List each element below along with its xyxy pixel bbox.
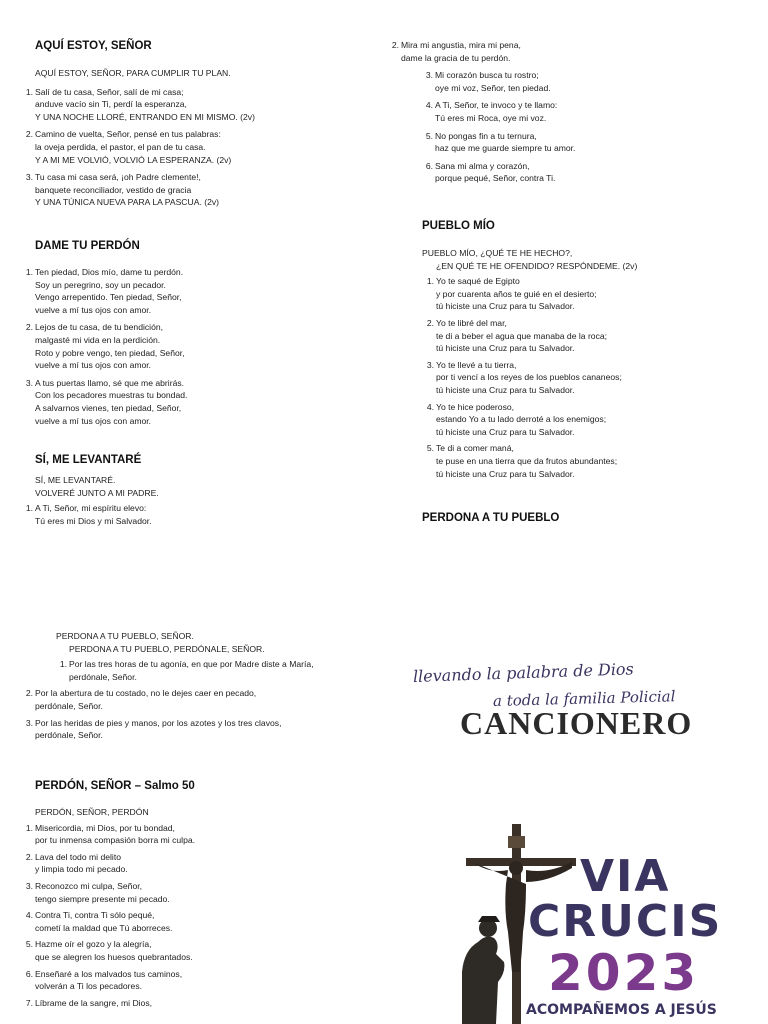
chorus-line: VOLVERÉ JUNTO A MI PADRE. bbox=[35, 487, 159, 498]
verse-number: 2. bbox=[25, 851, 33, 862]
verse-line: Yo te libré del mar, bbox=[436, 317, 507, 328]
chorus bbox=[35, 474, 365, 499]
verse bbox=[425, 99, 741, 124]
verse bbox=[25, 377, 365, 427]
verse-number: 3. bbox=[25, 377, 33, 388]
verse-line: tú hiciste una Cruz para tu Salvador. bbox=[436, 426, 575, 437]
verse-line: malgasté mi vida en la perdición. bbox=[35, 334, 161, 345]
verse-number: 7. bbox=[25, 997, 33, 1008]
verse-line: A Ti, Señor, te invoco y te llamo: bbox=[435, 100, 558, 111]
verse-line: Mira mi angustia, mira mi pena, bbox=[401, 40, 521, 50]
verse-number: 5. bbox=[426, 443, 434, 454]
verse bbox=[25, 997, 365, 1010]
verse bbox=[25, 321, 365, 371]
verse-line: Por las heridas de pies y manos, por los azotes y los tres clavos, bbox=[35, 717, 282, 728]
verse-number: 3. bbox=[426, 359, 434, 370]
verse bbox=[25, 717, 376, 742]
chorus bbox=[422, 247, 752, 272]
verse-number: 3. bbox=[25, 880, 33, 891]
verse bbox=[426, 401, 752, 439]
verse-number: 1. bbox=[426, 276, 434, 287]
song-si-me-levantare-continued bbox=[391, 39, 741, 185]
song-title: PERDÓN, SEÑOR – Salmo 50 bbox=[35, 780, 195, 792]
verse-line: Lava del todo mi delito bbox=[35, 851, 121, 862]
verse-number: 3. bbox=[25, 717, 33, 728]
song-si-me-levantare bbox=[25, 454, 365, 527]
verse bbox=[426, 275, 752, 313]
chorus-line: PUEBLO MÍO, ¿QUÉ TE HE HECHO?, bbox=[422, 248, 573, 258]
verse-line: perdónale, Señor. bbox=[69, 671, 137, 682]
verse-number: 1. bbox=[25, 503, 33, 514]
verse-number: 6. bbox=[425, 160, 433, 171]
cover-tagline: ACOMPAÑEMOS A JESÚS bbox=[526, 1002, 717, 1018]
verse-line: te puse en una tierra que da frutos abundantes; bbox=[436, 455, 618, 466]
chorus-line: PERDÓN, SEÑOR, PERDÓN bbox=[35, 807, 149, 817]
verse-line: porque pequé, Señor, contra Ti. bbox=[435, 173, 556, 184]
song-title: AQUÍ ESTOY, SEÑOR bbox=[35, 40, 152, 52]
verse bbox=[25, 86, 365, 124]
verse-number: 2. bbox=[25, 129, 33, 140]
song-pueblo-mio bbox=[422, 220, 752, 480]
verse bbox=[426, 442, 752, 480]
chorus-line: PERDONA A TU PUEBLO, SEÑOR. bbox=[56, 631, 194, 641]
verse bbox=[25, 171, 365, 209]
chorus bbox=[56, 630, 376, 655]
chorus bbox=[35, 67, 365, 80]
verse-line: Por la abertura de tu costado, no le dejes caer en pecado, bbox=[35, 688, 257, 699]
verse-number: 4. bbox=[426, 401, 434, 412]
song-perdona-a-tu-pueblo-heading bbox=[422, 512, 559, 524]
verse-line: Vengo arrepentido. Ten piedad, Señor, bbox=[35, 292, 182, 303]
verse-line: vuelve a mí tus ojos con amor. bbox=[35, 415, 152, 426]
verse-line: Yo te saqué de Egipto bbox=[436, 276, 520, 287]
verse-line: Y UNA NOCHE LLORÉ, ENTRANDO EN MI MISMO. (2v) bbox=[35, 111, 255, 122]
verse bbox=[25, 502, 365, 527]
verse-number: 2. bbox=[426, 317, 434, 328]
verse-line: por tu inmensa compasión borra mi culpa. bbox=[35, 835, 196, 846]
verse bbox=[425, 130, 741, 155]
verse-line: banquete reconciliador, vestido de gracia bbox=[35, 184, 192, 195]
verse-line: cometí la maldad que Tú aborreces. bbox=[35, 922, 173, 933]
chorus-line: AQUÍ ESTOY, SEÑOR, PARA CUMPLIR TU PLAN. bbox=[35, 68, 231, 78]
verse-line: perdónale, Señor. bbox=[35, 730, 103, 741]
verse bbox=[391, 39, 741, 64]
verse-line: Tú eres mi Dios y mi Salvador. bbox=[35, 515, 152, 526]
chorus-line: ¿EN QUÉ TE HE OFENDIDO? RESPÓNDEME. (2v) bbox=[436, 260, 638, 271]
figure-cap bbox=[478, 916, 500, 922]
song-title: DAME TU PERDÓN bbox=[35, 240, 140, 252]
verse-number: 5. bbox=[425, 130, 433, 141]
verse bbox=[59, 658, 376, 683]
verse-line: Yo te llevé a tu tierra, bbox=[436, 359, 517, 370]
verse-line: y limpia todo mi pecado. bbox=[35, 864, 128, 875]
verse-line: tú hiciste una Cruz para tu Salvador. bbox=[436, 468, 575, 479]
verse-line: Misericordia, mi Dios, por tu bondad, bbox=[35, 822, 175, 833]
verse-line: Mi corazón busca tu rostro; bbox=[435, 70, 539, 81]
verse-line: la oveja perdida, el pastor, el pan de tu casa. bbox=[35, 141, 206, 152]
verse bbox=[425, 160, 741, 185]
chorus bbox=[35, 806, 365, 819]
verse-line: volverán a Ti los pecadores. bbox=[35, 981, 143, 992]
chorus-line: SÍ, ME LEVANTARÉ. bbox=[35, 475, 116, 485]
verse-line: Te di a comer maná, bbox=[436, 443, 514, 454]
cover-script-line-1: llevando la palabra de Dios bbox=[412, 659, 635, 686]
verse-line: Hazme oír el gozo y la alegría, bbox=[35, 939, 152, 950]
verse-number: 1. bbox=[25, 86, 33, 97]
verse bbox=[25, 851, 365, 876]
verse-number: 1. bbox=[59, 659, 67, 670]
verse-line: Lejos de tu casa, de tu bendición, bbox=[35, 322, 164, 333]
verse-line: A salvarnos vienes, ten piedad, Señor, bbox=[35, 402, 182, 413]
verse-line: Líbrame de la sangre, mi Dios, bbox=[35, 997, 153, 1008]
song-title: PERDONA A TU PUEBLO bbox=[422, 512, 560, 524]
verse-line: Ten piedad, Dios mío, dame tu perdón. bbox=[35, 267, 184, 277]
verse-line: Tu casa mi casa será, ¡oh Padre clemente!, bbox=[35, 172, 201, 183]
verse-number: 6. bbox=[25, 968, 33, 979]
verse-number: 4. bbox=[425, 100, 433, 111]
verse-line: Sana mi alma y corazón, bbox=[435, 160, 530, 171]
verse-number: 5. bbox=[25, 939, 33, 950]
cover-script-line-2: a toda la familia Policial bbox=[492, 687, 676, 710]
verse bbox=[25, 266, 365, 316]
verse-number: 1. bbox=[25, 267, 33, 277]
verse-line: A tus puertas llamo, sé que me abrirás. bbox=[35, 377, 185, 388]
verse-line: vuelve a mí tus ojos con amor. bbox=[35, 304, 152, 315]
inri-plaque bbox=[508, 836, 525, 848]
verse-line: te di a beber el agua que manaba de la roca; bbox=[436, 330, 608, 341]
verse-line: Yo te hice poderoso, bbox=[436, 401, 515, 412]
verse-number: 2. bbox=[25, 322, 33, 333]
verse-line: dame la gracia de tu perdón. bbox=[401, 52, 511, 63]
song-aqui-estoy bbox=[25, 40, 365, 209]
verse bbox=[25, 968, 365, 993]
cover-crucis: CRUCIS bbox=[528, 896, 723, 947]
verse-line: que se alegren los huesos quebrantados. bbox=[35, 951, 193, 962]
song-perdon-senor-salmo-50 bbox=[25, 780, 365, 1009]
verse bbox=[25, 822, 365, 847]
verse-line: Soy un peregrino, soy un pecador. bbox=[35, 279, 166, 290]
verse bbox=[25, 687, 376, 712]
verse bbox=[425, 69, 741, 94]
verse bbox=[25, 880, 365, 905]
verse-line: Enseñaré a los malvados tus caminos, bbox=[35, 968, 183, 979]
verse-line: tú hiciste una Cruz para tu Salvador. bbox=[436, 384, 575, 395]
verse-line: estando Yo a tu lado derroté a los enemigos; bbox=[436, 414, 607, 425]
verse-number: 3. bbox=[25, 172, 33, 183]
song-title: SÍ, ME LEVANTARÉ bbox=[35, 454, 142, 466]
verse-line: vuelve a mí tus ojos con amor. bbox=[35, 360, 152, 371]
kneeling-figure bbox=[462, 937, 504, 1024]
song-dame-tu-perdon bbox=[25, 240, 365, 427]
verse-line: tú hiciste una Cruz para tu Salvador. bbox=[436, 343, 575, 354]
verse-number: 2. bbox=[25, 688, 33, 699]
cover-year: 2023 bbox=[548, 944, 700, 1002]
verse-line: perdónale, Señor. bbox=[35, 700, 103, 711]
cover-via: VIA bbox=[580, 851, 671, 902]
verse-line: Con los pecadores muestras tu bondad. bbox=[35, 390, 188, 401]
verse-line: por ti vencí a los reyes de los pueblos cananeos; bbox=[436, 372, 622, 383]
verse-line: tú hiciste una Cruz para tu Salvador. bbox=[436, 301, 575, 312]
verse-number: 2. bbox=[391, 40, 399, 50]
verse bbox=[25, 128, 365, 166]
verse-line: Y A MI ME VOLVIÓ, VOLVIÓ LA ESPERANZA. (2v) bbox=[35, 154, 232, 165]
verse-line: anduve vacío sin Ti, perdí la esperanza, bbox=[35, 99, 187, 110]
verse-line: Contra Ti, contra Ti sólo pequé, bbox=[35, 910, 155, 921]
song-title: PUEBLO MÍO bbox=[422, 220, 495, 232]
verse-number: 3. bbox=[425, 70, 433, 81]
verse-line: Por las tres horas de tu agonía, en que por Madre diste a María, bbox=[69, 659, 314, 670]
verse-line: Salí de tu casa, Señor, salí de mi casa; bbox=[35, 86, 184, 97]
cover-title: CANCIONERO bbox=[460, 705, 693, 741]
song-perdona-a-tu-pueblo bbox=[25, 630, 376, 742]
verse-line: oye mi voz, Señor, ten piedad. bbox=[435, 82, 551, 93]
verse-line: haz que me guarde siempre tu amor. bbox=[435, 143, 576, 154]
verse bbox=[25, 909, 365, 934]
verse bbox=[426, 359, 752, 397]
verse bbox=[426, 317, 752, 355]
verse-line: Camino de vuelta, Señor, pensé en tus palabras: bbox=[35, 129, 221, 140]
verse-number: 1. bbox=[25, 822, 33, 833]
verse-line: Y UNA TÚNICA NUEVA PARA LA PASCUA. (2v) bbox=[35, 197, 220, 208]
verse-number: 4. bbox=[25, 910, 33, 921]
verse-line: Reconozco mi culpa, Señor, bbox=[35, 880, 143, 891]
verse-line: tengo siempre presente mi pecado. bbox=[35, 893, 170, 904]
verse-line: y por cuarenta años te guié en el desierto; bbox=[436, 288, 597, 299]
verse-line: No pongas fin a tu ternura, bbox=[435, 130, 537, 141]
chorus-line: PERDONA A TU PUEBLO, PERDÓNALE, SEÑOR. bbox=[69, 643, 265, 654]
verse-line: Roto y pobre vengo, ten piedad, Señor, bbox=[35, 347, 185, 358]
verse-line: Tú eres mi Roca, oye mi voz. bbox=[435, 112, 547, 123]
verse-line: A Ti, Señor, mi espíritu elevo: bbox=[35, 503, 147, 514]
christ-head bbox=[509, 861, 523, 875]
verse bbox=[25, 938, 365, 963]
